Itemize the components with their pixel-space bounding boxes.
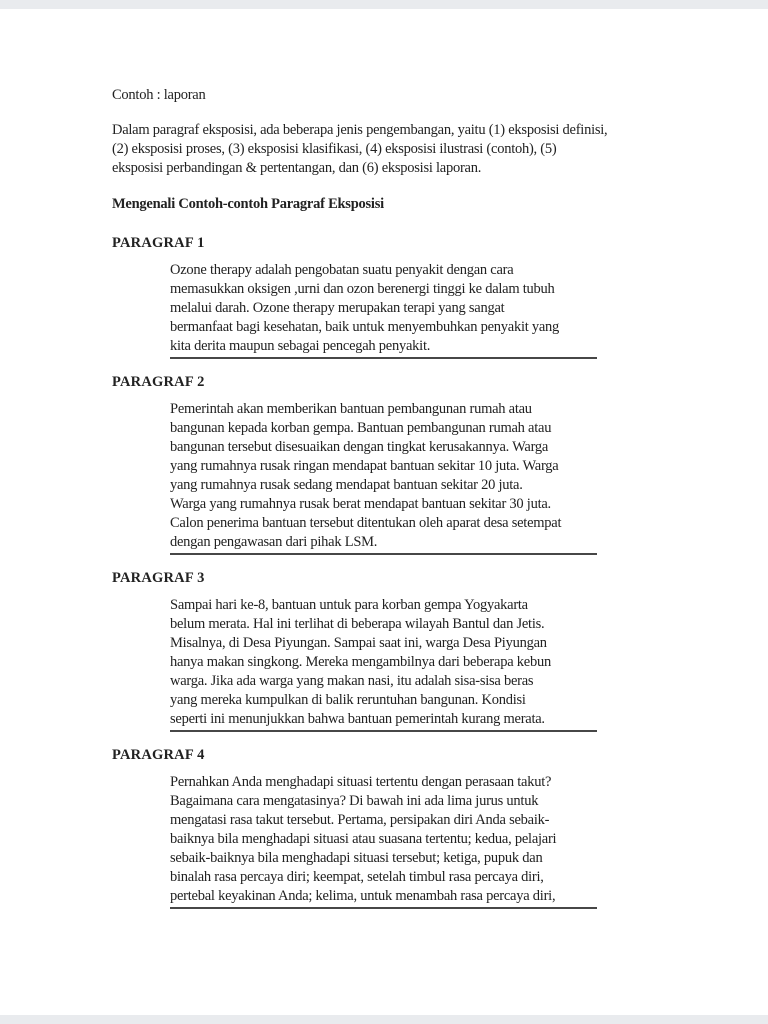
- paragraph-section: [112, 373, 698, 555]
- paragraph-section-title: PARAGRAF 3: [112, 570, 205, 586]
- text-line: dengan pengawasan dari pihak LSM.: [170, 534, 378, 550]
- text-line: yang rumahnya rusak ringan mendapat bantuan sekitar 10 juta. Warga: [170, 458, 559, 474]
- text-line: Bagaimana cara mengatasinya? Di bawah ini ada lima jurus untuk: [170, 793, 539, 809]
- paragraph-body: [170, 261, 597, 359]
- text-line: Calon penerima bantuan tersebut ditentukan oleh aparat desa setempat: [170, 515, 562, 531]
- document-heading: Mengenali Contoh-contoh Paragraf Eksposisi: [112, 196, 384, 212]
- page-bottom-edge: [0, 1015, 768, 1024]
- text-line: (2) eksposisi proses, (3) eksposisi klasifikasi, (4) eksposisi ilustrasi (contoh), (5): [112, 141, 557, 157]
- text-line: memasukkan oksigen ,urni dan ozon berenergi tinggi ke dalam tubuh: [170, 281, 555, 297]
- text-line: Sampai hari ke-8, bantuan untuk para korban gempa Yogyakarta: [170, 597, 528, 613]
- text-line: belum merata. Hal ini terlihat di beberapa wilayah Bantul dan Jetis.: [170, 616, 545, 632]
- text-line: warga. Jika ada warga yang makan nasi, itu adalah sisa-sisa beras: [170, 673, 534, 689]
- text-line: Warga yang rumahnya rusak berat mendapat bantuan sekitar 30 juta.: [170, 496, 551, 512]
- text-line: bangunan kepada korban gempa. Bantuan pembangunan rumah atau: [170, 420, 552, 436]
- text-line: melalui darah. Ozone therapy merupakan terapi yang sangat: [170, 300, 505, 316]
- text-line: yang rumahnya rusak sedang mendapat bantuan sekitar 20 juta.: [170, 477, 523, 493]
- text-line: bermanfaat bagi kesehatan, baik untuk menyembuhkan penyakit yang: [170, 319, 560, 335]
- text-line: pertebal keyakinan Anda; kelima, untuk menambah rasa percaya diri,: [170, 888, 556, 904]
- text-line: mengatasi rasa takut tersebut. Pertama, persipakan diri Anda sebaik-: [170, 812, 550, 828]
- text-line: hanya makan singkong. Mereka mengambilnya dari beberapa kebun: [170, 654, 551, 670]
- text-line: Ozone therapy adalah pengobatan suatu penyakit dengan cara: [170, 262, 514, 278]
- sections-container: [112, 234, 698, 909]
- text-line: binalah rasa percaya diri; keempat, setelah timbul rasa percaya diri,: [170, 869, 544, 885]
- paragraph-body: [170, 596, 597, 732]
- text-line: seperti ini menunjukkan bahwa bantuan pemerintah kurang merata.: [170, 711, 545, 727]
- paragraph-body: [170, 400, 597, 555]
- text-line: Pernahkan Anda menghadapi situasi tertentu dengan perasaan takut?: [170, 774, 552, 790]
- text-line: eksposisi perbandingan & pertentangan, dan (6) eksposisi laporan.: [112, 160, 482, 176]
- text-line: yang mereka kumpulkan di balik reruntuhan bangunan. Kondisi: [170, 692, 526, 708]
- paragraph-section: [112, 569, 698, 732]
- paragraph-section: [112, 234, 698, 359]
- paragraph-section-title: PARAGRAF 2: [112, 374, 205, 390]
- paragraph-section-title: PARAGRAF 1: [112, 235, 205, 251]
- paragraph-body: [170, 773, 597, 909]
- paragraph-section-title: PARAGRAF 4: [112, 747, 205, 763]
- text-line: Misalnya, di Desa Piyungan. Sampai saat ini, warga Desa Piyungan: [170, 635, 547, 651]
- text-line: sebaik-baiknya bila menghadapi situasi tersebut; ketiga, pupuk dan: [170, 850, 543, 866]
- text-line: kita derita maupun sebagai pencegah penyakit.: [170, 338, 431, 354]
- example-type-label: Contoh : laporan: [112, 87, 206, 103]
- paragraph-section: [112, 746, 698, 909]
- intro-paragraph: [112, 121, 698, 178]
- text-line: Pemerintah akan memberikan bantuan pembangunan rumah atau: [170, 401, 532, 417]
- text-line: bangunan tersebut disesuaikan dengan tingkat kerusakannya. Warga: [170, 439, 549, 455]
- text-line: baiknya bila menghadapi situasi atau suasana tertentu; kedua, pelajari: [170, 831, 557, 847]
- text-line: Dalam paragraf eksposisi, ada beberapa jenis pengembangan, yaitu (1) eksposisi definisi,: [112, 122, 608, 138]
